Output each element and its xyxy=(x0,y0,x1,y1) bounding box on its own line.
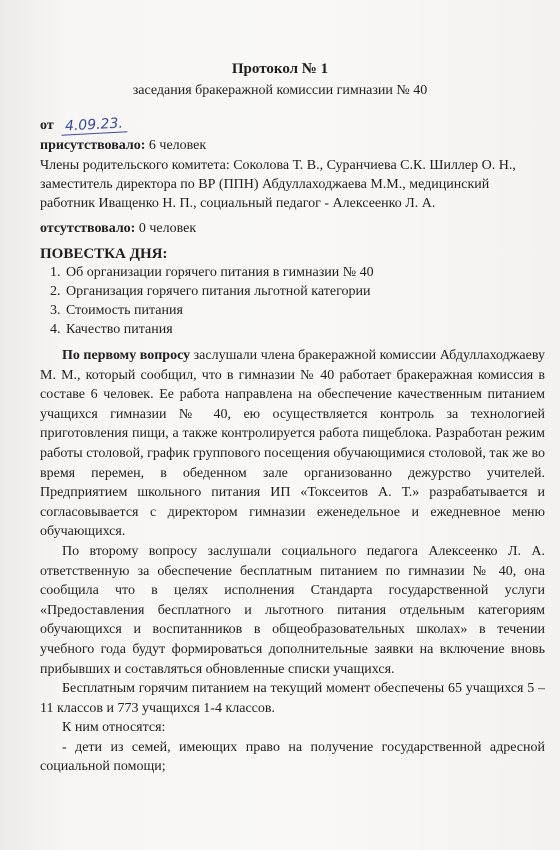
agenda-item: 1. Об организации горячего питания в гимназии № 40 xyxy=(64,263,374,282)
paragraph-first-question xyxy=(40,346,545,542)
document-title: Протокол № 1 xyxy=(231,61,329,77)
paragraph-free-meals: Бесплатным горячим питанием на текущий момент обеспечены 65 учащихся 5 – 11 классов и 773 учащихся 1-4 классов. xyxy=(40,681,545,716)
date-prefix: от xyxy=(40,118,54,133)
absent-line xyxy=(40,221,196,237)
paragraph-categories-intro: К ним относятся: xyxy=(62,720,166,736)
first-question-text: заслушали члена бракеражной комиссии Абдуллаходжаеву М. М., который сообщил, что в гимназии № 40 работает бракеражная комиссия в составе 6 человек. Ее работа направлена на обеспечение качественным питанием учащихся гимназии № 40, ею осуществляется контроль за технологией приготовления пищи, а также контролируется работа пищеблока. Разработан режим работы столовой, график группового посещения обучающимися столовой, так же во время перемен, в обеденном зале организованно дежурство учителей. Предприятием школьного питания ИП «Токсеитов А. Т.» разрабатывается и согласовывается с директором гимназии еженедельное и ежедневное меню обучающихся. xyxy=(40,348,545,540)
agenda-item: 4. Качество питания xyxy=(64,320,374,339)
agenda-heading: ПОВЕСТКА ДНЯ: xyxy=(40,246,168,262)
present-line xyxy=(40,138,206,154)
document-subtitle: заседания бракеражной комиссии гимназии № 40 xyxy=(132,83,428,98)
agenda-item: 3. Стоимость питания xyxy=(64,301,374,320)
paragraph-second-question: По второму вопросу заслушали социального педагога Алексеенко Л. А. ответственную за обеспечение бесплатным питанием по гимназии № 40, она сообщила что в целях исполнения Стандарта государственной услуги «Предоставления бесплатного и льготного питания отдельным категориям обучающихся и воспитанников в общеобразовательных школах» в течении учебного года будут формироваться дополнительные заявки на включение вновь прибывших и составляться обновленные списки учащихся. xyxy=(40,543,545,677)
agenda-list xyxy=(40,263,374,339)
handwritten-date: 4.09.23. xyxy=(61,115,128,135)
committee-members: Члены родительского комитета: Соколова Т. В., Суранчиева С.К. Шиллер О. Н., заместитель директора по ВР (ППН) Абдуллаходжаева М.М., медицинский работник Иващенко Н. П., социальный педагог - Алексеенко Л. А. xyxy=(40,158,516,211)
protocol-body xyxy=(40,346,545,777)
present-label: присутствовало: xyxy=(40,138,146,153)
paragraph-category-item: - дети из семей, имеющих право на получение государственной адресной социальной помощи; xyxy=(40,739,545,775)
first-question-lead: По первому вопросу xyxy=(62,348,191,363)
absent-label: отсутствовало: xyxy=(40,221,136,236)
date-line xyxy=(40,117,127,134)
agenda-item: 2. Организация горячего питания льготной категории xyxy=(64,282,374,301)
absent-value: 0 человек xyxy=(135,221,197,236)
present-value: 6 человек xyxy=(145,138,207,153)
